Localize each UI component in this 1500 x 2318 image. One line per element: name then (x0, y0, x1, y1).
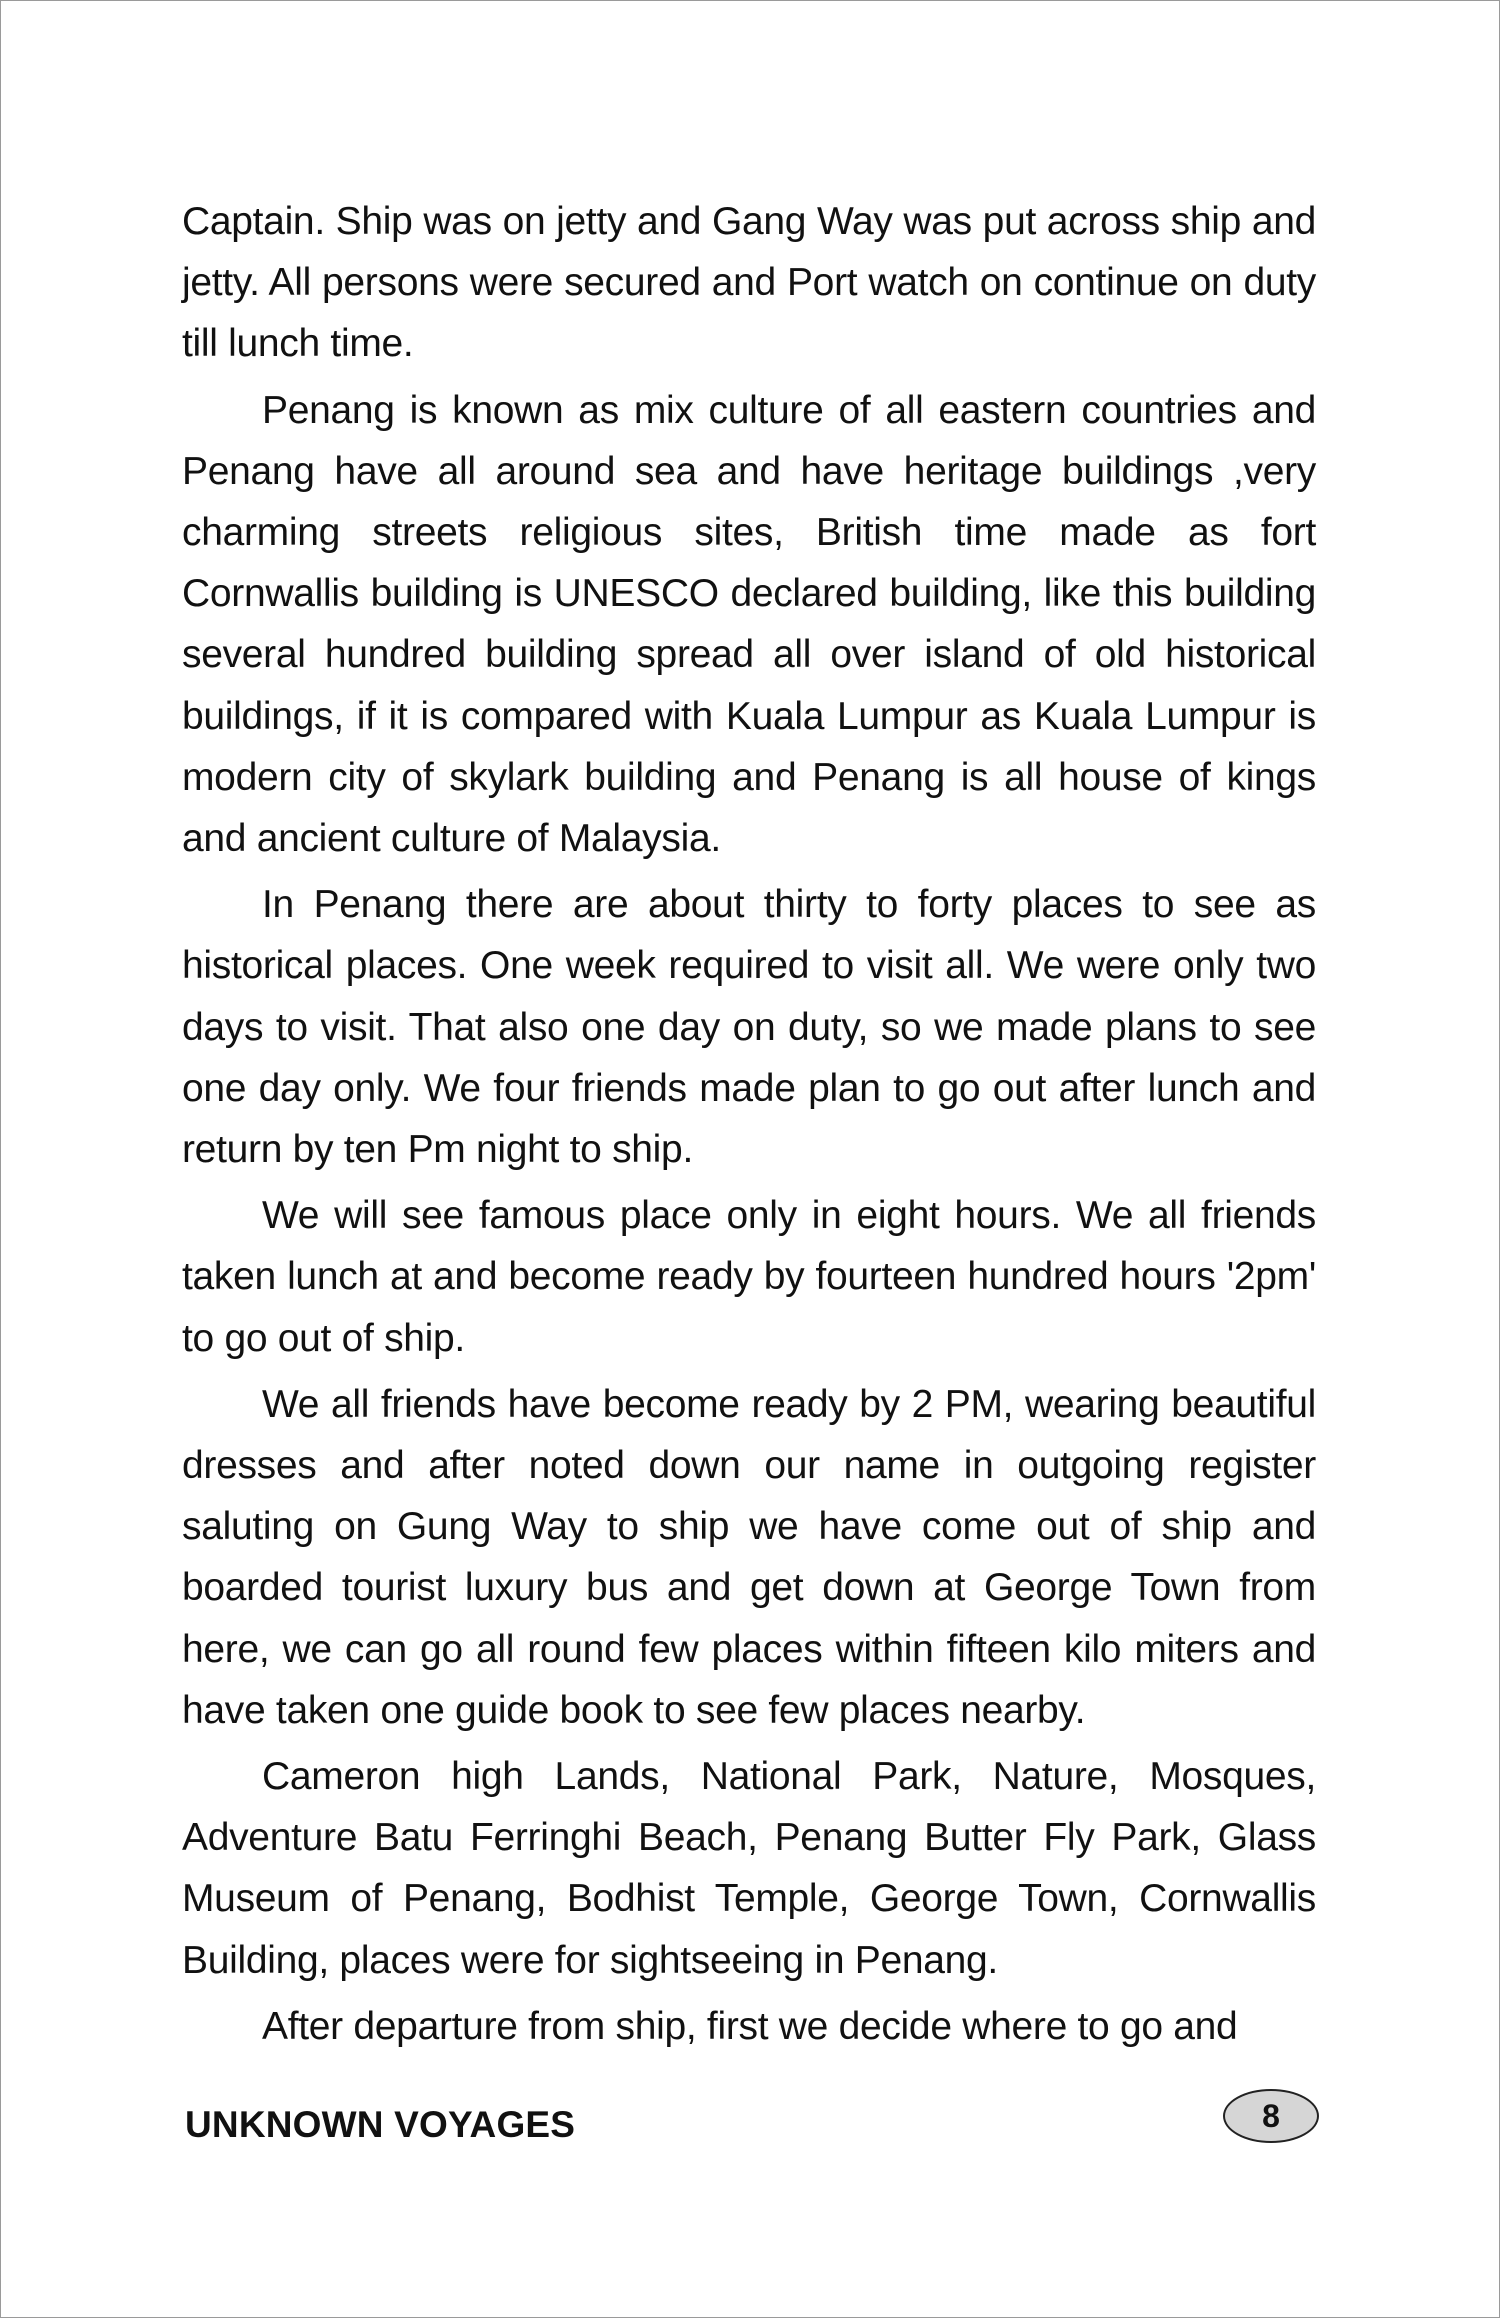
paragraph-1: Captain. Ship was on jetty and Gang Way was put across ship and jetty. All persons were secured and Port watch on continue on duty till lunch time. (182, 200, 1316, 366)
paragraph-3: In Penang there are about thirty to forty places to see as historical places. One week required to visit all. We were only two days to visit. That also one day on duty, so we made plans to see one day only. We four friends made plan to go out after lunch and return by ten Pm night to ship. (182, 883, 1316, 1172)
paragraph-6: Cameron high Lands, National Park, Nature, Mosques, Adventure Batu Ferringhi Beach, Penang Butter Fly Park, Glass Museum of Penang, Bodhist Temple, George Town, Cornwallis Building, places were for sightseeing in Penang. (182, 1755, 1316, 1982)
paragraph-4: We will see famous place only in eight hours. We all friends taken lunch at and become ready by fourteen hundred hours '2pm' to go out of ship. (182, 1194, 1316, 1360)
paragraph-2: Penang is known as mix culture of all eastern countries and Penang have all around sea and have heritage buildings ,very charming streets religious sites, British time made as fort Cornwallis building is UNESCO declared building, like this building several hundred building spread all over island of old historical buildings, if it is compared with Kuala Lumpur as Kuala Lumpur is modern city of skylark building and Penang is all house of kings and ancient culture of Malaysia. (182, 388, 1316, 861)
body-text (182, 191, 1316, 2062)
page-number-badge: 8 (1223, 2089, 1319, 2143)
paragraph-5: We all friends have become ready by 2 PM, wearing beautiful dresses and after noted down our name in outgoing register saluting on Gung Way to ship we have come out of ship and boarded tourist luxury bus and get down at George Town from here, we can go all round few places within fifteen kilo miters and have taken one guide book to see few places nearby. (182, 1382, 1316, 1732)
paragraph-7: After departure from ship, first we decide where to go and (262, 2004, 1238, 2048)
book-title-footer: UNKNOWN VOYAGES (185, 2104, 576, 2145)
